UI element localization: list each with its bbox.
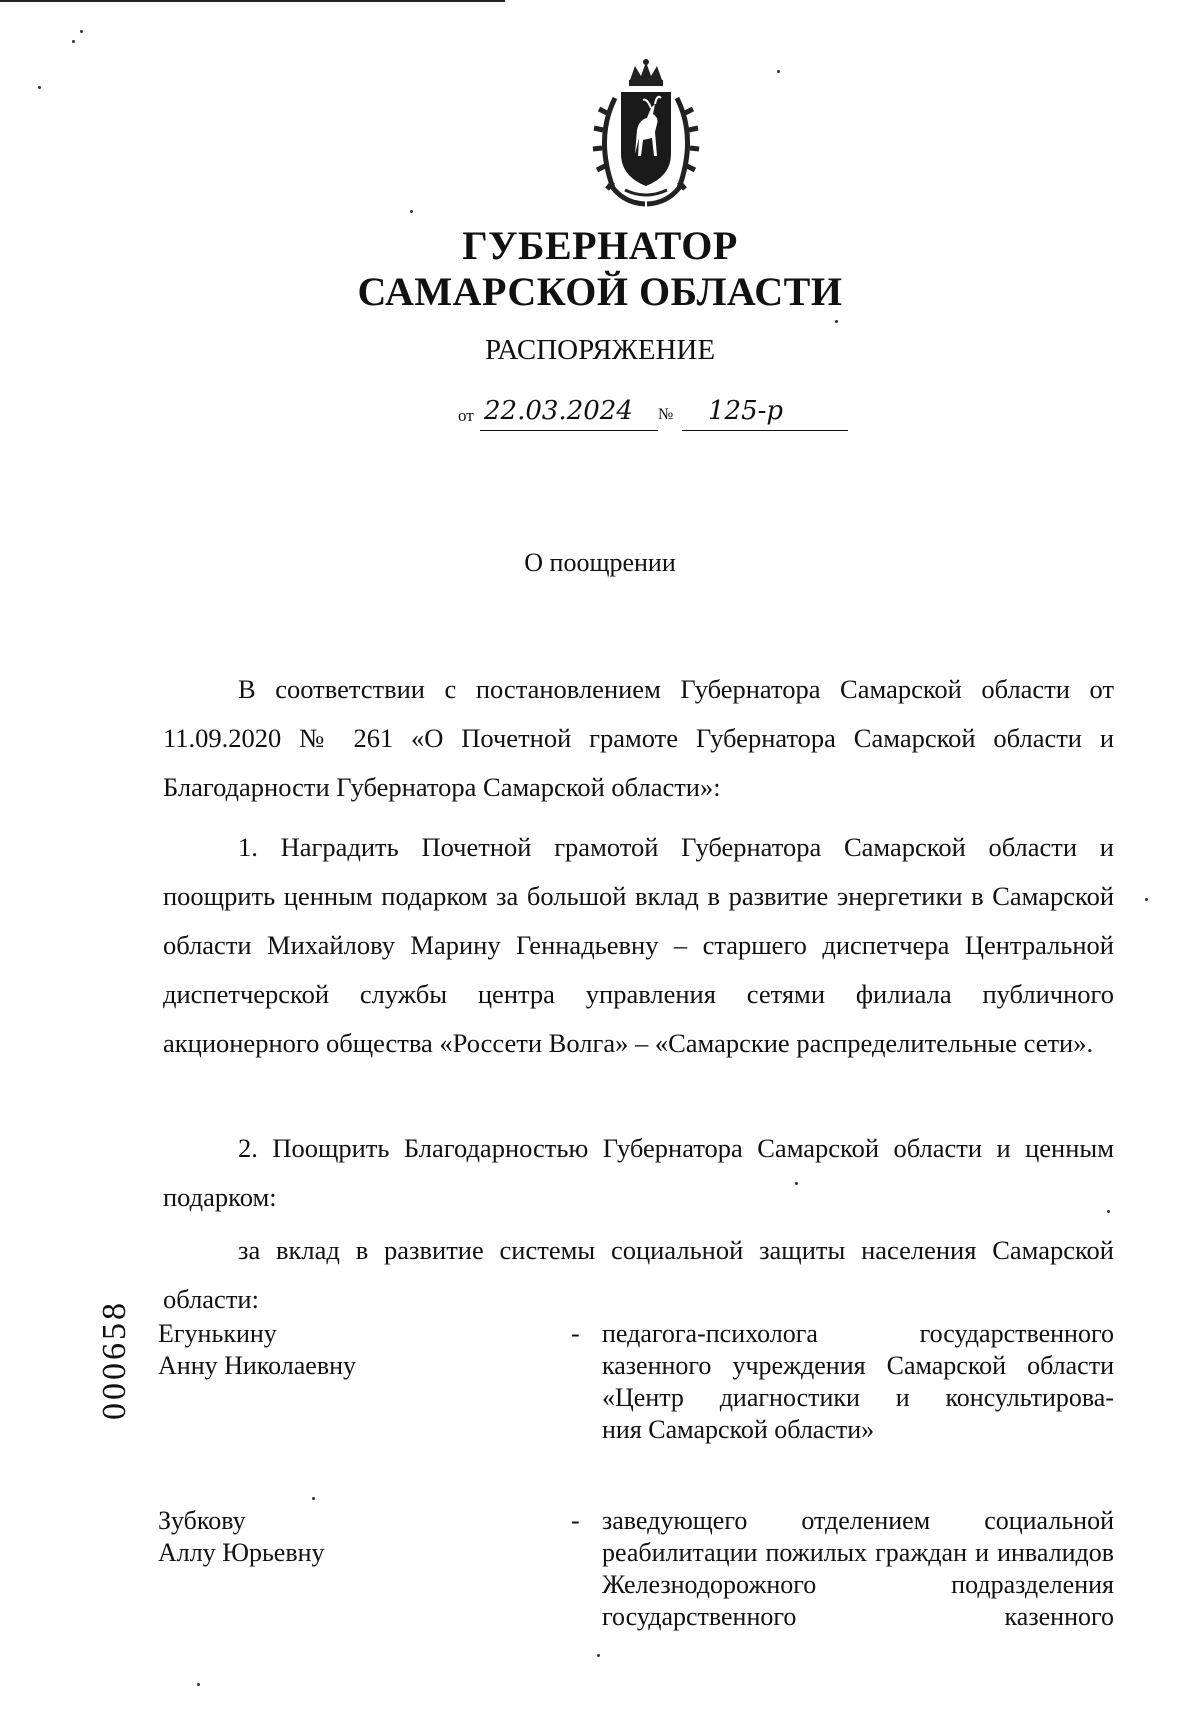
scan-speck	[835, 320, 838, 323]
date-underline	[480, 430, 658, 431]
document-subject: О поощрении	[524, 548, 676, 577]
recipient-2-name	[158, 1505, 325, 1569]
recipient-2-position	[602, 1505, 1114, 1633]
number-underline	[682, 430, 848, 431]
recipient-1-name	[158, 1318, 356, 1382]
document-type: РАСПОРЯЖЕНИЕ	[484, 334, 716, 366]
recipient-1-position-main: педагога-психолога государственного казенного учреждения Самарской области «Центр диагностики и консультирова-	[602, 1319, 1114, 1412]
coat-of-arms-emblem	[585, 58, 707, 208]
handwritten-number: 125-р	[708, 396, 784, 426]
top-border-line	[0, 0, 505, 2]
recipient-1-dash: -	[571, 1319, 580, 1348]
recipient-2-dash: -	[571, 1506, 580, 1535]
recipient-2-surname: Зубкову	[158, 1506, 246, 1535]
scan-speck	[410, 210, 413, 213]
recipient-2-position-main: заведующего отделением социальной реабилитации пожилых граждан и инвалидов Железнодорожного подразделения государственного казенного	[602, 1506, 1114, 1631]
scan-speck	[72, 40, 75, 43]
side-serial-number: 000658	[96, 1300, 133, 1420]
scan-speck	[1145, 898, 1148, 901]
recipient-1-surname: Егунькину	[158, 1319, 277, 1348]
handwritten-date: 22.03.2024	[484, 396, 633, 426]
scan-speck	[312, 1497, 315, 1500]
issuer-title-line1: ГУБЕРНАТОР	[462, 223, 738, 268]
date-number-row	[458, 396, 848, 436]
recipient-1-position	[602, 1318, 1114, 1446]
scan-speck	[597, 1654, 600, 1657]
issuer-title-line2: САМАРСКОЙ ОБЛАСТИ	[357, 269, 843, 314]
recipient-1-given-names: Анну Николаевну	[158, 1351, 357, 1380]
item-2-paragraph: 2. Поощрить Благодарностью Губернатора Самарской области и ценным подарком:	[163, 1133, 1114, 1212]
scan-speck	[80, 30, 83, 33]
recipient-2-given-names: Аллу Юрьевну	[158, 1538, 325, 1567]
recipient-1-position-tail: ния Самарской области»	[602, 1415, 875, 1444]
scan-speck	[38, 86, 41, 89]
item-1-paragraph: 1. Наградить Почетной грамотой Губернатора Самарской области и поощрить ценным подарком за большой вклад в развитие энергетики в Самарской области Михайлову Марину Геннадьевну – старшего диспетчера Центральной диспетчерской службы центра управления сетями филиала публичного акционерного общества «Россети Волга» – «Самарские распределительные сети».	[163, 832, 1114, 1058]
date-prefix: от	[458, 406, 474, 425]
number-prefix: №	[658, 406, 674, 423]
intro-paragraph: В соответствии с постановлением Губернатора Самарской области от 11.09.2020 № 261 «О Почетной грамоте Губернатора Самарской области и Благодарности Губернатора Самарской области»:	[163, 674, 1114, 802]
category-paragraph: за вклад в развитие системы социальной защиты населения Самарской области:	[163, 1235, 1114, 1314]
scan-speck	[197, 1683, 200, 1686]
scan-speck	[777, 70, 780, 73]
